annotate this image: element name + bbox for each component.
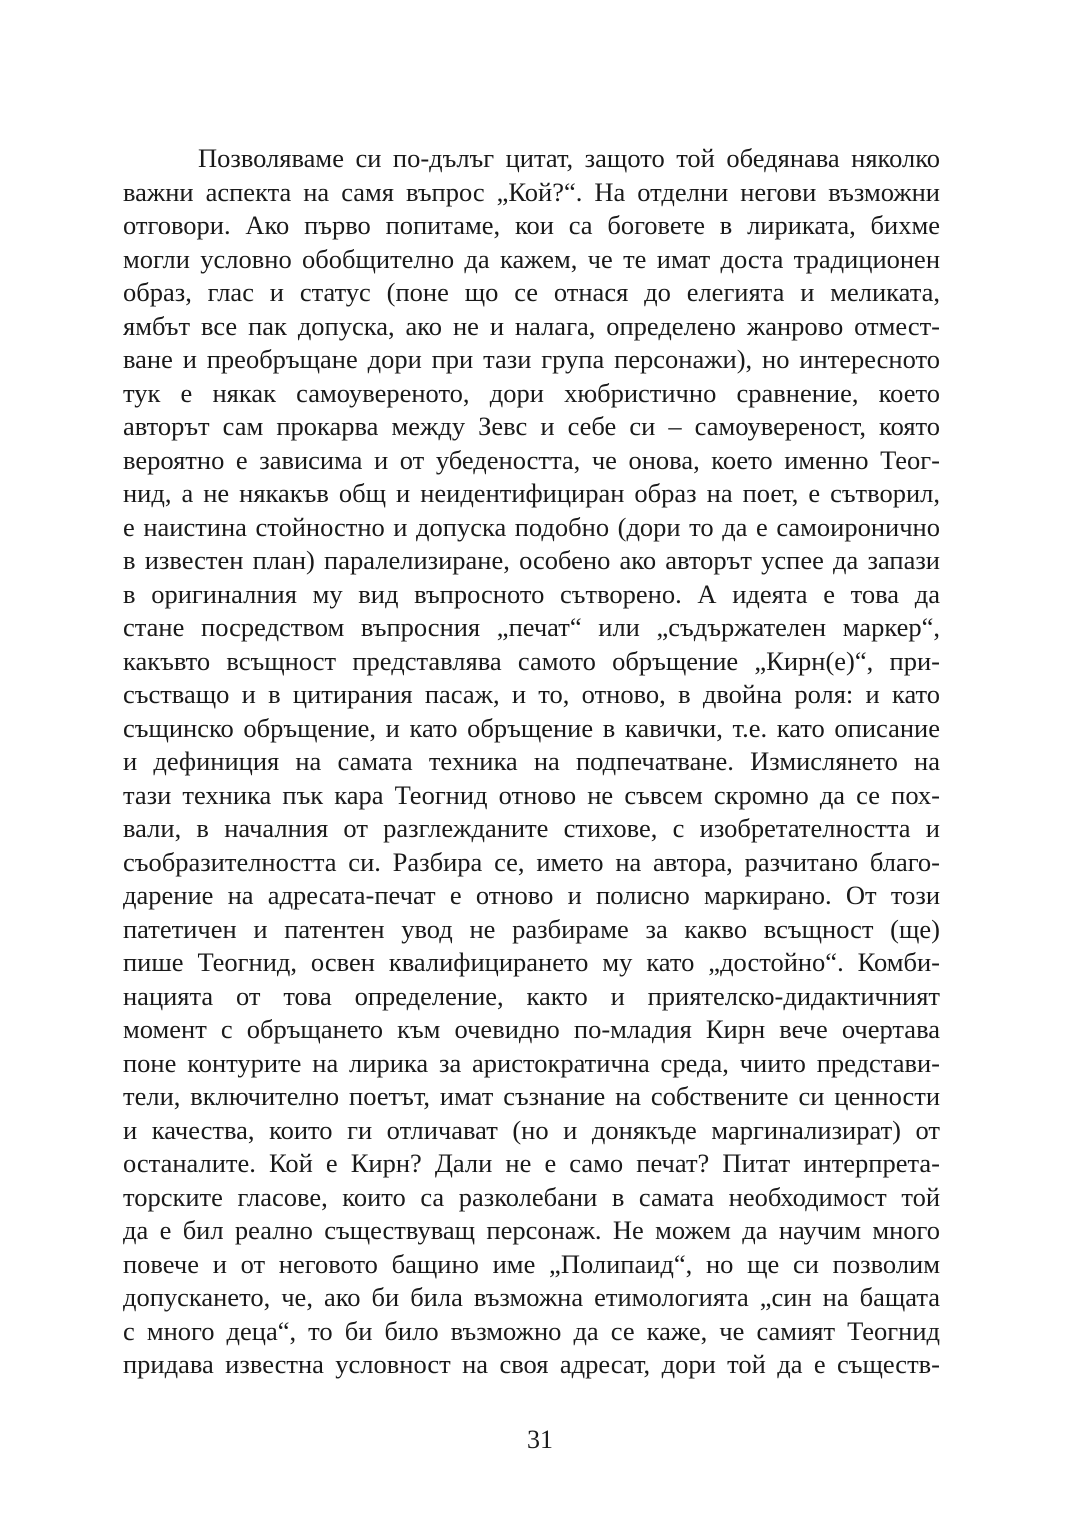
body-paragraph <box>123 142 940 1382</box>
text-line: какъвто всъщност представлява самото обръщение „Кирн(е)“, при- <box>123 645 940 676</box>
text-line: съобразителността си. Разбира се, името на автора, разчитано благо- <box>123 846 940 877</box>
text-line: могли условно обобщително да кажем, че те имат доста традиционен <box>123 243 940 274</box>
text-line: отговори. Ако първо попитаме, кои са боговете в лириката, бихме <box>123 210 940 240</box>
text-line: с много деца“, то би било възможно да се каже, че самият Теогнид <box>123 1315 940 1346</box>
page-number: 31 <box>527 1425 553 1454</box>
text-line: дарение на адресата-печат е отново и полисно маркирано. От този <box>123 880 940 910</box>
text-line: вероятно е зависима и от убедеността, че онова, което именно Теог- <box>123 444 940 475</box>
text-line: момент с обръщането към очевидно по-младия Кирн вече очертава <box>123 1014 940 1044</box>
text-line: и дефиниция на самата техника на подпечатване. Измислянето на <box>123 746 940 776</box>
text-line: тели, включително поетът, имат съзнание на собствените си ценности <box>123 1081 940 1111</box>
text-line: торските гласове, които са разколебани в самата необходимост той <box>123 1181 940 1212</box>
text-line: образ, глас и статус (поне що се отнася до елегията и меликата, <box>123 277 940 307</box>
text-line: тази техника пък кара Теогнид отново не съвсем скромно да се пох- <box>123 779 940 810</box>
text-line: да е бил реално съществуващ персонаж. Не можем да научим много <box>123 1215 940 1245</box>
text-line: придава известна условност на своя адресат, дори той да е съществ- <box>123 1349 940 1379</box>
text-line: стане посредством въпросния „печат“ или „съдържателен маркер“, <box>123 612 940 642</box>
text-line: пише Теогнид, освен квалифицирането му като „достойно“. Комби- <box>123 947 940 977</box>
text-line: важни аспекта на самя въпрос „Кой?“. На отделни негови възможни <box>123 176 940 207</box>
text-line: допускането, че, ако би била възможна етимологията „син на бащата <box>123 1282 940 1312</box>
text-line: в оригиналния му вид въпросното сътворено. А идеята е това да <box>123 578 940 609</box>
text-line: нацията от това определение, както и приятелско-дидактичният <box>123 980 940 1011</box>
text-line: останалите. Кой е Кирн? Дали не е само печат? Питат интерпрета- <box>123 1148 940 1178</box>
text-line: състващо и в цитирания пасаж, и то, отново, в двойна роля: и като <box>123 679 940 709</box>
text-line: вали, в началния от разглежданите стихове, с изобретателността и <box>123 813 940 843</box>
text-line: повече и от неговото бащино име „Полипаид“, но ще си позволим <box>123 1248 940 1279</box>
text-line: в известен план) паралелизиране, особено ако авторът успее да запази <box>123 545 940 575</box>
text-line: тук е някак самоувереното, дори хюбристично сравнение, което <box>123 377 940 408</box>
text-line: ване и преобръщане дори при тази група персонажи), но интересното <box>123 344 940 374</box>
text-line: Позволяваме си по-дълъг цитат, защото той обедянава няколко <box>198 143 940 173</box>
text-line: и качества, които ги отличават (но и донякъде маргинализират) от <box>123 1114 940 1145</box>
text-line: поне контурите на лирика за аристократична среда, чиито представи- <box>123 1047 940 1078</box>
text-line: е наистина стойностно и допуска подобно (дори то да е самоиронично <box>123 511 940 542</box>
text-line: ямбът все пак допуска, ако не и налага, определено жанрово отмест- <box>123 310 940 341</box>
text-line: патетичен и патентен увод не разбираме за какво всъщност (ще) <box>123 913 940 944</box>
text-line: същинско обръщение, и като обръщение в кавички, т.е. като описание <box>123 712 940 743</box>
text-line: авторът сам прокарва между Зевс и себе си – самоувереност, която <box>123 411 940 441</box>
text-line: нид, а не някакъв общ и неидентифициран образ на поет, е сътворил, <box>123 478 940 508</box>
